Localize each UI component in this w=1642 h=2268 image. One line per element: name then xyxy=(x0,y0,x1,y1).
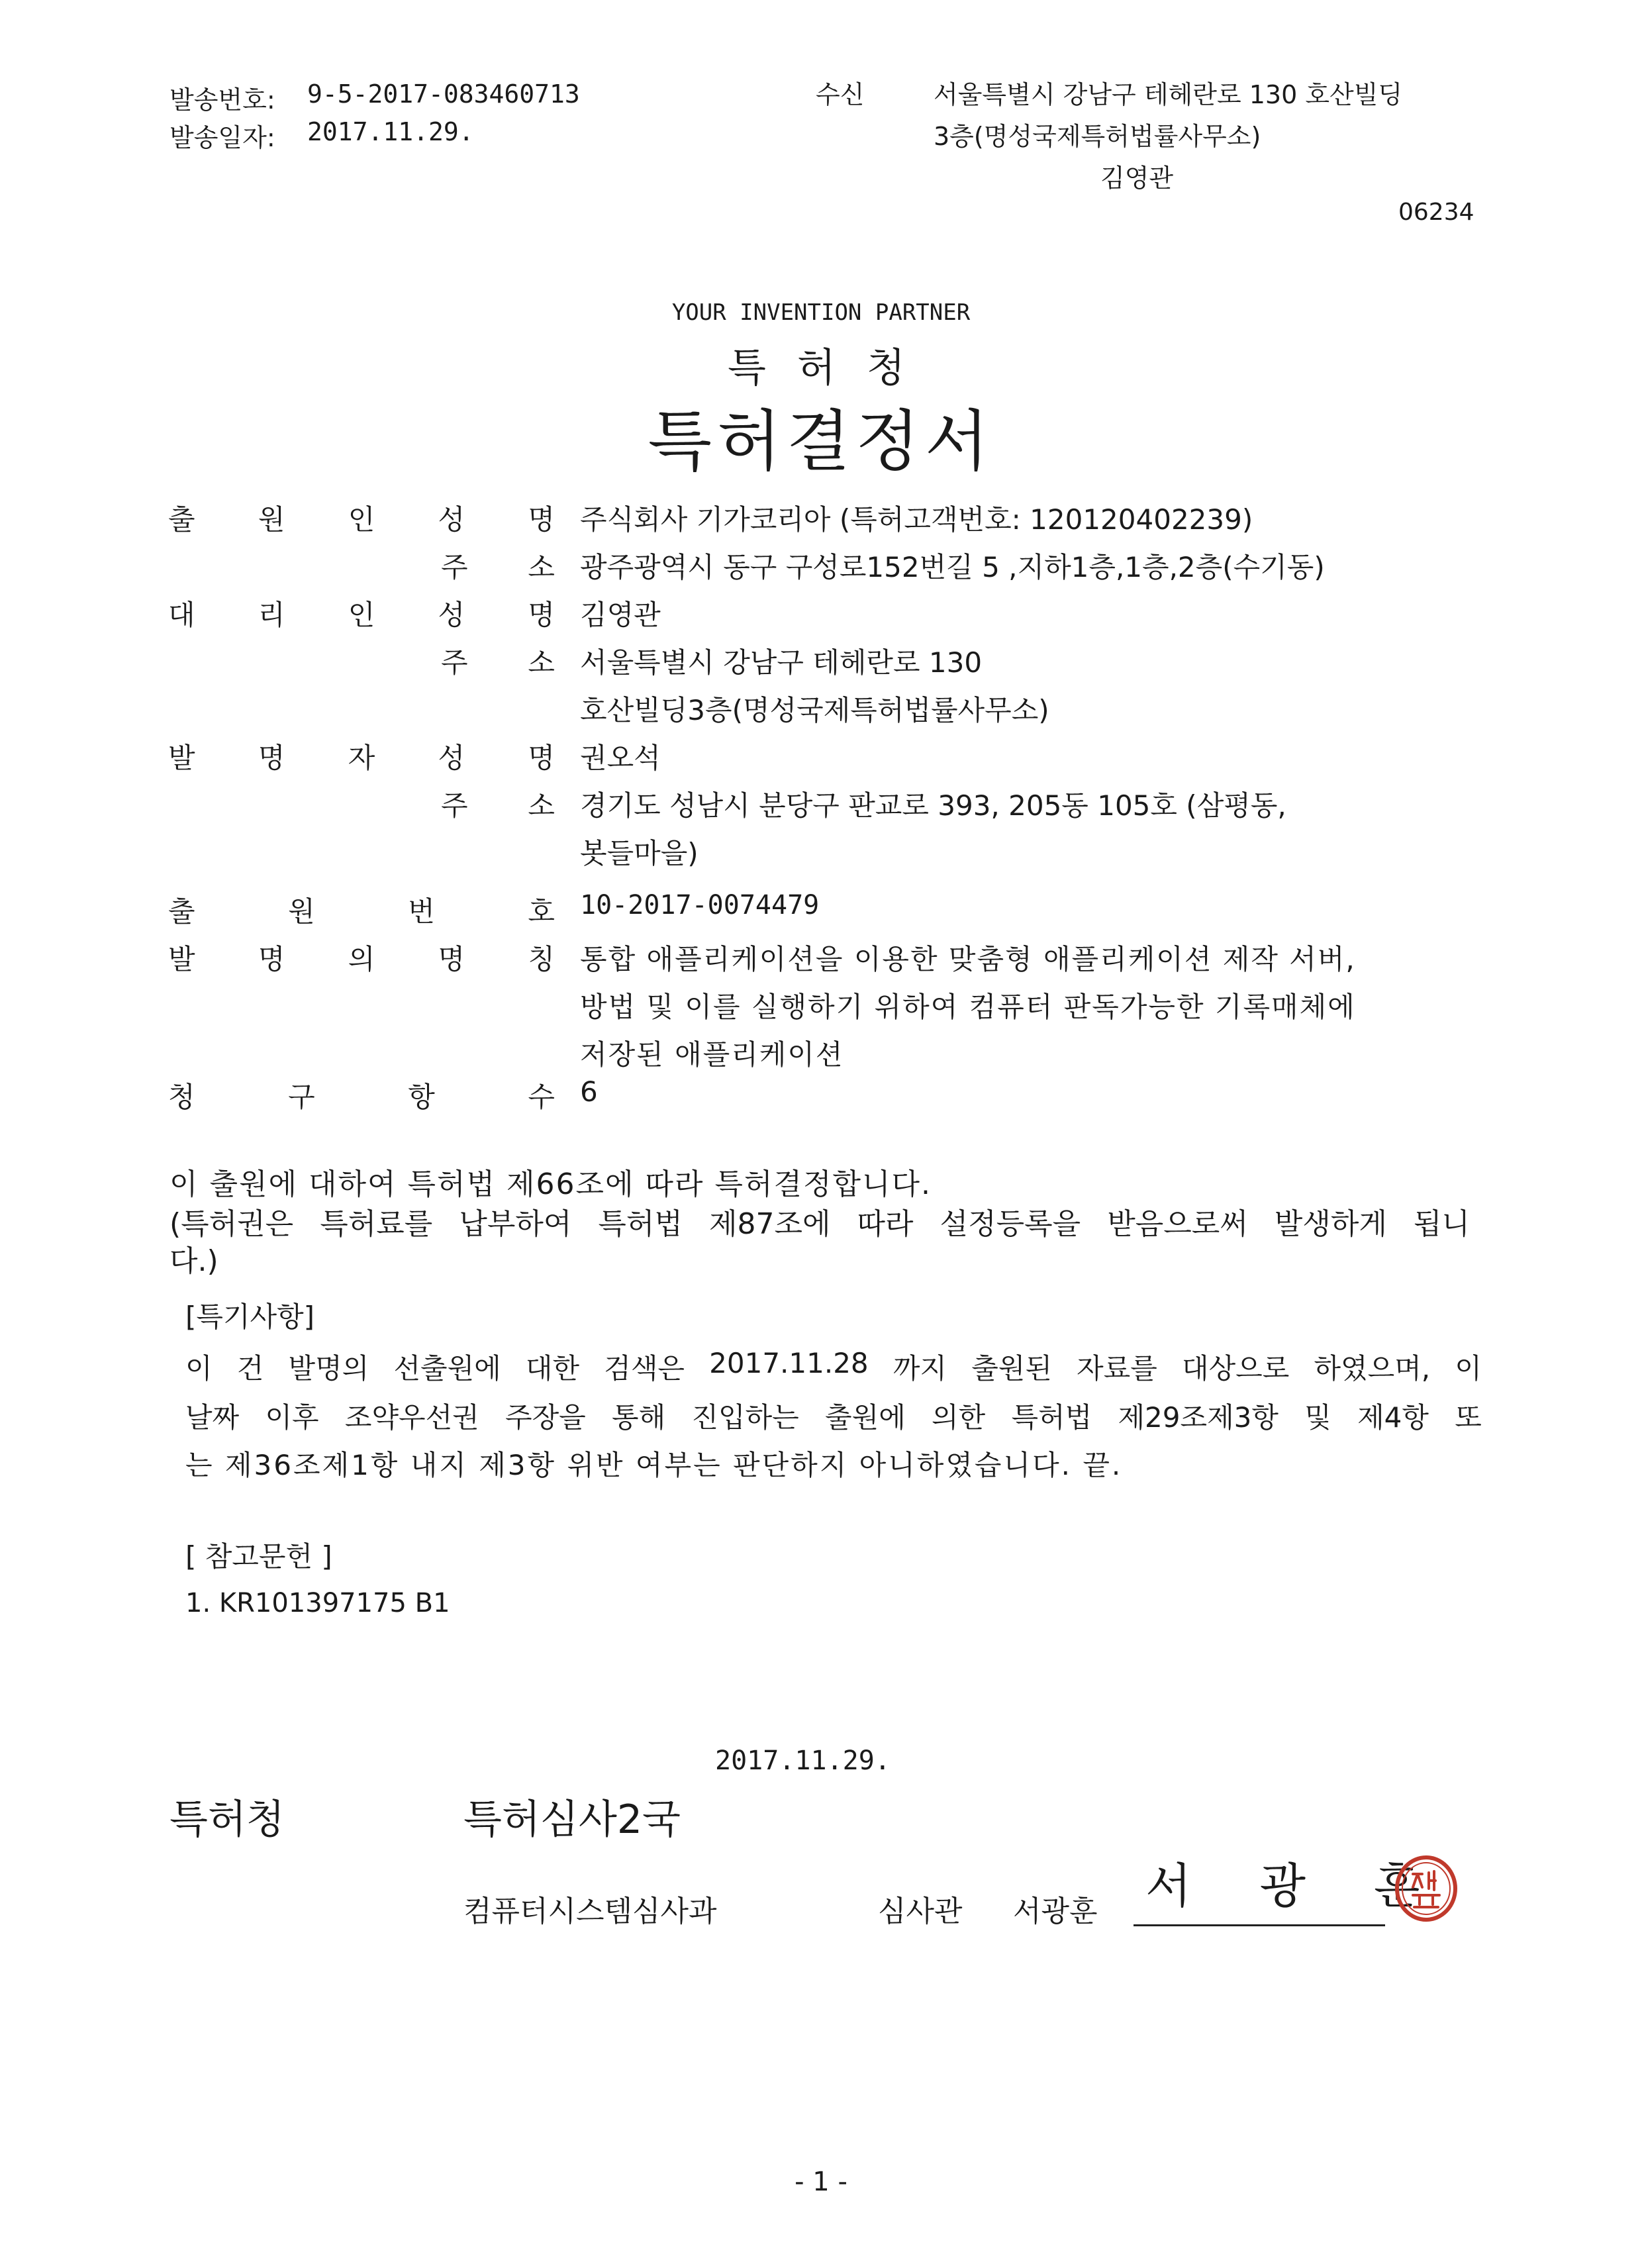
invention-title-line2: 방법 및 이를 실행하기 위하여 컴퓨터 판독가능한 기록매체에 xyxy=(580,991,1356,1023)
decision-line2: (특허권은 특허료를 납부하여 특허법 제87조에 따라 설정등록을 받음으로써 발생하게 됩니 xyxy=(169,1207,1470,1241)
recipient-address-line2: 3층(명성국제특허법률사무소) xyxy=(934,122,1261,151)
recipient-name: 김영관 xyxy=(1100,164,1174,193)
send-number: 9-5-2017-083460713 xyxy=(307,79,580,109)
office-title: 특 허 청 xyxy=(727,345,915,391)
document-title: 특허결정서 xyxy=(648,403,994,480)
slogan: YOUR INVENTION PARTNER xyxy=(671,299,971,326)
applicant-address-label: 주 소 xyxy=(441,551,555,583)
signature: 서 광 훈 xyxy=(1145,1858,1447,1914)
applicant-name-label: 출 원 인 성 명 xyxy=(168,503,555,536)
decision-line3: 다.) xyxy=(169,1244,218,1278)
reference-item-1: 1. KR101397175 B1 xyxy=(185,1588,450,1618)
invention-title-line1: 통합 애플리케이션을 이용한 맞춤형 애플리케이션 제작 서버, xyxy=(580,943,1356,975)
invention-title-line3: 저장된 애플리케이션 xyxy=(580,1038,844,1071)
examiner-name: 서광훈 xyxy=(1013,1895,1098,1928)
send-date: 2017.11.29. xyxy=(307,117,474,146)
page-number: - 1 - xyxy=(795,2167,847,2197)
notes-line1: 이 건 발명의 선출원에 대한 검색은 2017.11.28 까지 출원된 자료를 대상으로 하였으며, 이 xyxy=(185,1347,1482,1385)
agent-name-label: 대 리 인 성 명 xyxy=(168,599,555,631)
official-seal-icon xyxy=(1393,1854,1459,1923)
inventor-address-line1: 경기도 성남시 분당구 판교로 393, 205동 105호 (삼평동, xyxy=(580,789,1286,822)
inventor-name-label: 발 명 자 성 명 xyxy=(168,742,555,774)
application-number: 10-2017-0074479 xyxy=(580,890,820,920)
invention-title-label: 발 명 의 명 칭 xyxy=(168,943,555,975)
send-number-label: 발송번호: xyxy=(169,85,275,115)
notes-heading: [특기사항] xyxy=(185,1301,315,1333)
footer-bureau: 특허심사2국 xyxy=(463,1797,681,1843)
postal-code: 06234 xyxy=(1398,199,1474,226)
agent-address-label: 주 소 xyxy=(441,646,555,679)
applicant-address: 광주광역시 동구 구성로152번길 5 ,지하1층,1층,2층(수기동) xyxy=(580,551,1325,583)
agent-name: 김영관 xyxy=(580,599,661,631)
references-heading: [ 참고문헌 ] xyxy=(185,1540,332,1573)
signature-line xyxy=(1134,1924,1385,1926)
send-date-label: 발송일자: xyxy=(169,123,275,152)
inventor-address-line2: 봇들마을) xyxy=(580,837,699,869)
notes-line3: 는 제36조제1항 내지 제3항 위반 여부는 판단하지 아니하였습니다. 끝. xyxy=(185,1449,1123,1481)
decision-line1: 이 출원에 대하여 특허법 제66조에 따라 특허결정합니다. xyxy=(169,1167,932,1201)
inventor-address-label: 주 소 xyxy=(441,789,555,822)
recipient-label: 수신 xyxy=(816,80,865,109)
notes-line2: 날짜 이후 조약우선권 주장을 통해 진입하는 출원에 의한 특허법 제29조제3항 및 제4항 또 xyxy=(185,1401,1482,1434)
inventor-name: 권오석 xyxy=(580,742,661,774)
claims-count: 6 xyxy=(580,1075,598,1108)
application-number-label: 출 원 번 호 xyxy=(168,895,555,928)
examiner-title: 심사관 xyxy=(878,1895,963,1928)
recipient-address-line1: 서울특별시 강남구 테헤란로 130 호산빌딩 xyxy=(934,80,1403,109)
agent-address-line2: 호산빌딩3층(명성국제특허법률사무소) xyxy=(580,694,1049,726)
agent-address-line1: 서울특별시 강남구 테헤란로 130 xyxy=(580,646,983,679)
footer-office: 특허청 xyxy=(169,1797,285,1843)
claims-count-label: 청 구 항 수 xyxy=(168,1081,555,1113)
issue-date: 2017.11.29. xyxy=(715,1746,891,1776)
applicant-name: 주식회사 기가코리아 (특허고객번호: 120120402239) xyxy=(580,503,1253,536)
footer-division: 컴퓨터시스템심사과 xyxy=(463,1895,717,1928)
